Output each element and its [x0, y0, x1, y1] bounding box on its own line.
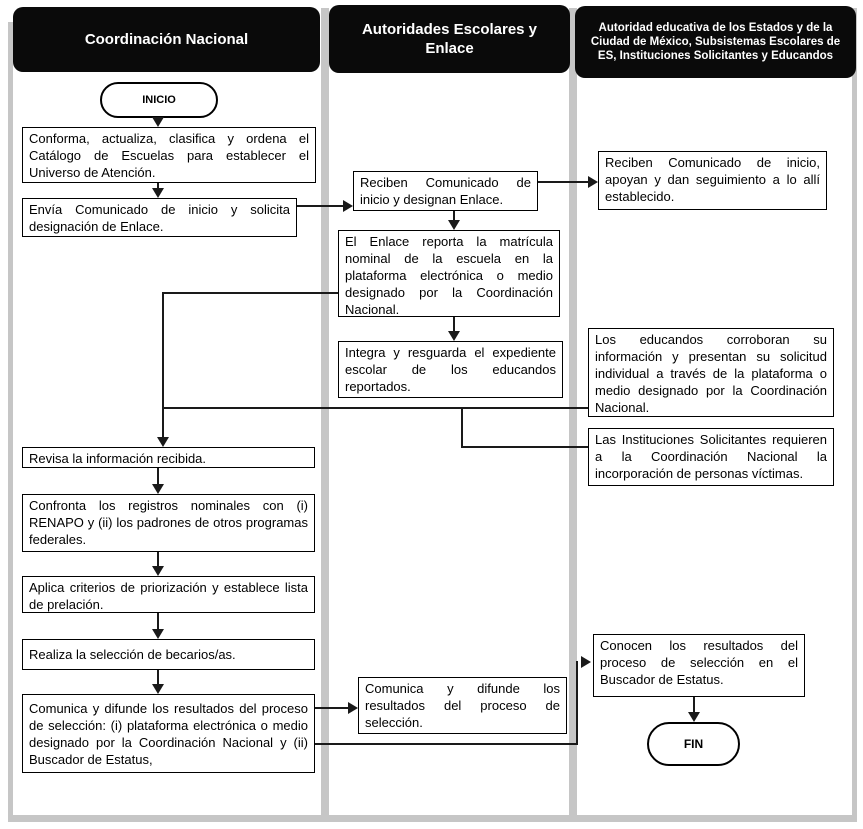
connector-comunica-cn-enlace: [315, 707, 349, 709]
step-confronta-registros: Confronta los registros nominales con (i) RENAPO y (ii) los padrones de otros programas federales.: [22, 494, 315, 552]
step-comunica-resultados-enlace: Comunica y difunde los resultados del proceso de selección.: [358, 677, 567, 734]
lane-border-right: [852, 8, 857, 820]
step-reciben-apoyan: Reciben Comunicado de inicio, apoyan y dan seguimiento a lo allí establecido.: [598, 151, 827, 210]
lane-header-autoridad-educativa: Autoridad educativa de los Estados y de la Ciudad de México, Subsistemas Escolares de ES, Instituciones Solicitantes y Educandos: [575, 6, 856, 78]
connector-conocen-fin-arrowhead: [688, 712, 700, 722]
connector-realiza-comunica-arrowhead: [152, 684, 164, 694]
connector-confronta-aplica: [157, 552, 159, 567]
step-instituciones-requieren: Las Instituciones Solicitantes requieren a la Coordinación Nacional la incorporación de personas víctimas.: [588, 428, 834, 486]
connector-reciben-apoyan-arrowhead: [588, 176, 598, 188]
connector-merge-revisa-v: [162, 292, 164, 439]
step-comunica-resultados-cn: Comunica y difunde los resultados del proceso de selección: (i) plataforma electrónica o medio designado por la Coordinación Nacional y (ii) Buscador de Estatus,: [22, 694, 315, 773]
lane-header-autoridades-escolares: Autoridades Escolares y Enlace: [329, 5, 570, 73]
connector-comunica-conocen-arrowhead: [581, 656, 591, 668]
connector-realiza-comunica: [157, 670, 159, 685]
connector-envia-reciben-arrowhead: [343, 200, 353, 212]
step-envia-comunicado: Envía Comunicado de inicio y solicita designación de Enlace.: [22, 198, 297, 237]
connector-revisa-confronta: [157, 468, 159, 485]
connector-reporta-integra-arrowhead: [448, 331, 460, 341]
connector-reciben-reporta-arrowhead: [448, 220, 460, 230]
connector-aplica-realiza-arrowhead: [152, 629, 164, 639]
step-educandos-solicitud: Los educandos corroboran su información y presentan su solicitud individual a través de la plataforma o medio designado por la Coordinación Nacional.: [588, 328, 834, 417]
connector-inicio-conforma-arrowhead: [152, 117, 164, 127]
connector-instituciones-join-v: [461, 407, 463, 448]
terminal-inicio: INICIO: [100, 82, 218, 118]
connector-educandos-revisa-h: [162, 407, 588, 409]
connector-comunica-conocen-v: [576, 661, 578, 745]
lane-divider-1: [321, 8, 329, 820]
connector-merge-revisa-arrowhead: [157, 437, 169, 447]
connector-conocen-fin: [693, 697, 695, 713]
step-enlace-reporta-matricula: El Enlace reporta la matrícula nominal de la escuela en la plataforma electrónica o medio designado por la Coordinación Nacional.: [338, 230, 560, 317]
lane-border-bottom: [8, 815, 857, 822]
terminal-fin: FIN: [647, 722, 740, 766]
connector-reporta-revisa-h: [162, 292, 338, 294]
connector-confronta-aplica-arrowhead: [152, 566, 164, 576]
step-reciben-designan-enlace: Reciben Comunicado de inicio y designan Enlace.: [353, 171, 538, 211]
connector-revisa-confronta-arrowhead: [152, 484, 164, 494]
step-aplica-criterios: Aplica criterios de priorización y establece lista de prelación.: [22, 576, 315, 613]
connector-aplica-realiza: [157, 613, 159, 630]
step-realiza-seleccion: Realiza la selección de becarios/as.: [22, 639, 315, 670]
lane-header-coordinacion-nacional: Coordinación Nacional: [13, 7, 320, 72]
connector-conforma-envia-arrowhead: [152, 188, 164, 198]
lane-border-left: [8, 22, 13, 822]
step-revisa-informacion: Revisa la información recibida.: [22, 447, 315, 468]
step-conocen-resultados: Conocen los resultados del proceso de selección en el Buscador de Estatus.: [593, 634, 805, 697]
connector-instituciones-join-h: [461, 446, 588, 448]
connector-comunica-conocen-h: [315, 743, 578, 745]
connector-reciben-apoyan: [538, 181, 589, 183]
step-conforma-catalogo: Conforma, actualiza, clasifica y ordena el Catálogo de Escuelas para establecer el Universo de Atención.: [22, 127, 316, 183]
connector-reporta-integra: [453, 317, 455, 332]
connector-comunica-cn-enlace-arrowhead: [348, 702, 358, 714]
connector-envia-reciben: [297, 205, 344, 207]
step-integra-expediente: Integra y resguarda el expediente escolar de los educandos reportados.: [338, 341, 563, 398]
